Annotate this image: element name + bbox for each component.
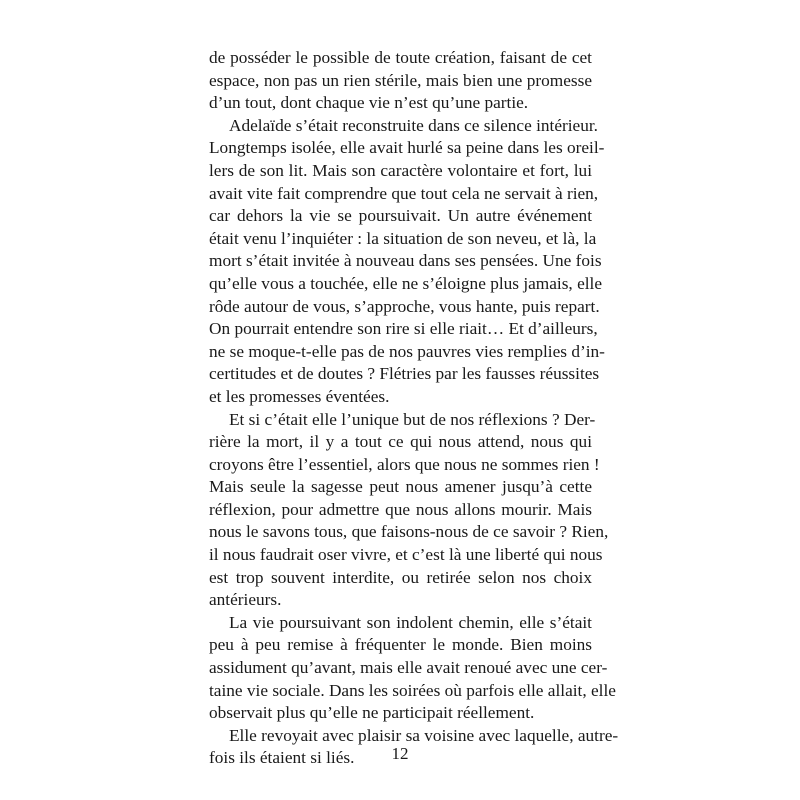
text-line: La vie poursuivant son indolent chemin, elle s’était [229,612,592,632]
text-line: et les promesses éventées. [209,386,390,406]
text-line: fois ils étaient si liés. [209,748,355,768]
text-line: croyons être l’essentiel, alors que nous ne sommes rien ! [209,454,600,474]
text-line: nous le savons tous, que faisons-nous de ce savoir ? Rien, [209,522,609,542]
text-line: de posséder le possible de toute création, faisant de cet [209,48,592,67]
text-line: lers de son lit. Mais son caractère volontaire et fort, lui [209,160,592,180]
paragraph-2 [209,115,605,409]
text-line: espace, non pas un rien stérile, mais bien une promesse [209,70,592,90]
text-line: il nous faudrait oser vivre, et c’est là une liberté qui nous [209,545,603,565]
paragraph-4 [209,612,616,725]
page-number: 12 [391,744,409,763]
text-line: peu à peu remise à fréquenter le monde. Bien moins [209,635,592,655]
text-line: avait vite fait comprendre que tout cela ne servait à rien, [209,183,599,203]
text-line: observait plus qu’elle ne participait réellement. [209,703,535,723]
text-line: qu’elle vous a touchée, elle ne s’éloigne plus jamais, elle [209,273,603,293]
paragraph-1 [209,47,592,115]
text-line: assidument qu’avant, mais elle avait renoué avec une cer- [209,658,608,678]
text-line: Adelaïde s’était reconstruite dans ce silence intérieur. [229,115,598,135]
text-line: Elle revoyait avec plaisir sa voisine avec laquelle, autre- [229,725,619,745]
text-line: taine vie sociale. Dans les soirées où parfois elle allait, elle [209,680,616,700]
text-line: antérieurs. [209,590,282,610]
text-line: On pourrait entendre son rire si elle riait… Et d’ailleurs, [209,319,598,339]
paragraph-3 [209,409,609,612]
text-line: Longtemps isolée, elle avait hurlé sa peine dans les oreil- [209,138,605,158]
text-line: est trop souvent interdite, ou retirée selon nos choix [209,567,592,587]
text-line: d’un tout, dont chaque vie n’est qu’une partie. [209,93,529,113]
text-line: rière la mort, il y a tout ce qui nous attend, nous qui [209,432,592,452]
page-body [209,47,619,770]
text-line: ne se moque-t-elle pas de nos pauvres vies remplies d’in- [209,341,605,361]
text-line: était venu l’inquiéter : la situation de son neveu, et là, la [209,228,597,248]
text-line: réflexion, pour admettre que nous allons mourir. Mais [209,499,592,519]
text-line: mort s’était invitée à nouveau dans ses pensées. Une fois [209,251,602,271]
text-line: Mais seule la sagesse peut nous amener jusqu’à cette [209,477,592,497]
text-line: Et si c’était elle l’unique but de nos réflexions ? Der- [229,409,596,429]
text-line: rôde autour de vous, s’approche, vous hante, puis repart. [209,296,600,316]
text-line: certitudes et de doutes ? Flétries par les fausses réussites [209,364,600,384]
text-line: car dehors la vie se poursuivait. Un autre événement [209,206,592,226]
